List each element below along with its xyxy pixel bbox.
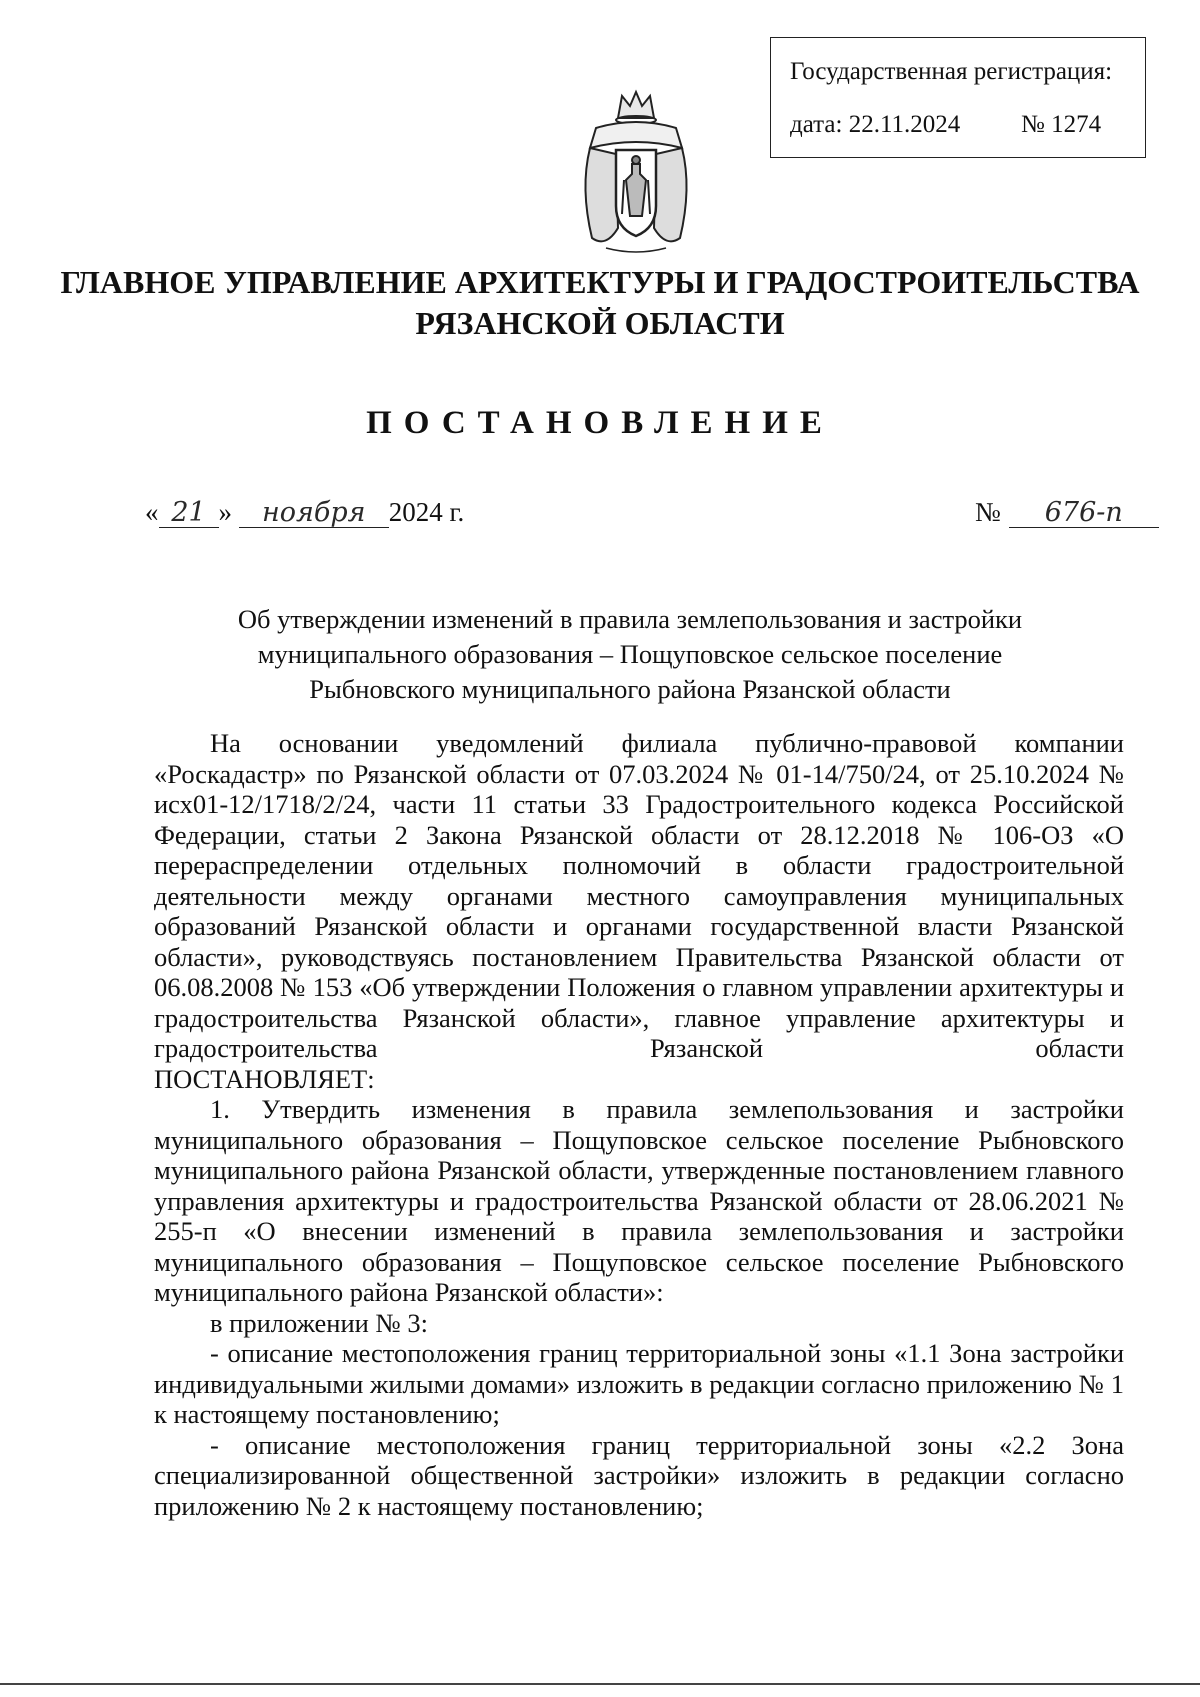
organization-name-line2: РЯЗАНСКОЙ ОБЛАСТИ bbox=[415, 305, 785, 341]
bullet-2-paragraph: - описание местоположения границ территориальной зоны «2.2 Зона специализированной общественной застройки» изложить в редакции согласно приложению № 2 к настоящему постановлению; bbox=[154, 1429, 1124, 1521]
document-number bbox=[975, 497, 1159, 528]
state-registration-box bbox=[770, 37, 1146, 158]
subject-line3: Рыбновского муниципального района Рязанской области bbox=[309, 674, 951, 704]
document-body bbox=[154, 728, 1124, 1521]
handwritten-number: 676-п bbox=[1009, 499, 1159, 528]
organization-name-line1: ГЛАВНОЕ УПРАВЛЕНИЕ АРХИТЕКТУРЫ И ГРАДОСТРОИТЕЛЬСТВА bbox=[60, 264, 1140, 300]
document-subject bbox=[150, 602, 1110, 707]
coat-of-arms-emblem bbox=[566, 88, 706, 256]
registration-number: № 1274 bbox=[1021, 111, 1102, 138]
handwritten-month: ноября bbox=[239, 499, 389, 528]
date-year: 2024 г. bbox=[388, 497, 465, 527]
registration-title: Государственная регистрация: bbox=[790, 58, 1113, 85]
subject-line2: муниципального образования – Пощуповское сельское поселение bbox=[257, 639, 1003, 669]
bullet-1-paragraph: - описание местоположения границ территориальной зоны «1.1 Зона застройки индивидуальными жилыми домами» изложить в редакции согласно приложению № 1 к настоящему постановлению; bbox=[154, 1338, 1124, 1429]
document-date bbox=[145, 497, 464, 528]
decree-word: ПОСТАНОВЛЯЕТ: bbox=[154, 1063, 375, 1094]
handwritten-day: 21 bbox=[159, 499, 219, 528]
document-type-title: ПОСТАНОВЛЕНИЕ bbox=[366, 405, 834, 441]
subject-line1: Об утверждении изменений в правила землепользования и застройки bbox=[237, 604, 1023, 634]
number-label: № bbox=[975, 497, 1001, 527]
date-open-quote: « bbox=[145, 497, 159, 527]
date-close-quote: » bbox=[218, 497, 232, 527]
annex-paragraph: в приложении № 3: bbox=[210, 1307, 428, 1338]
preamble-paragraph: На основании уведомлений филиала публично-правовой компании «Роскадастр» по Рязанской области от 07.03.2024 № 01-14/750/24, от 25.10.2024 № исх01-12/1718/2/24, части 11 статьи 33 Градостроительного кодекса Российской Федерации, статьи 2 Закона Рязанской области от 28.12.2018 № 106-ОЗ «О перераспределении отдельных полномочий в области градостроительной деятельности между органами местного самоуправления муниципальных образований Рязанской области и органами государственной власти Рязанской области», руководствуясь постановлением Правительства Рязанской области от 06.08.2008 № 153 «Об утверждении Положения о главном управлении архитектуры и градостроительства Рязанской области», главное управление архитектуры и градостроительства Рязанской области bbox=[154, 728, 1124, 1063]
item-1-paragraph: 1. Утвердить изменения в правила землепользования и застройки муниципального образования – Пощуповское сельское поселение Рыбновского муниципального района Рязанской области, утвержденные постановлением главного управления архитектуры и градостроительства Рязанской области от 28.06.2021 № 255-п «О внесении изменений в правила землепользования и застройки муниципального образования – Пощуповское сельское поселение Рыбновского муниципального района Рязанской области»: bbox=[154, 1094, 1124, 1307]
registration-date: дата: 22.11.2024 bbox=[790, 111, 961, 138]
scan-bottom-edge bbox=[0, 1683, 1200, 1685]
organization-name bbox=[60, 262, 1140, 344]
